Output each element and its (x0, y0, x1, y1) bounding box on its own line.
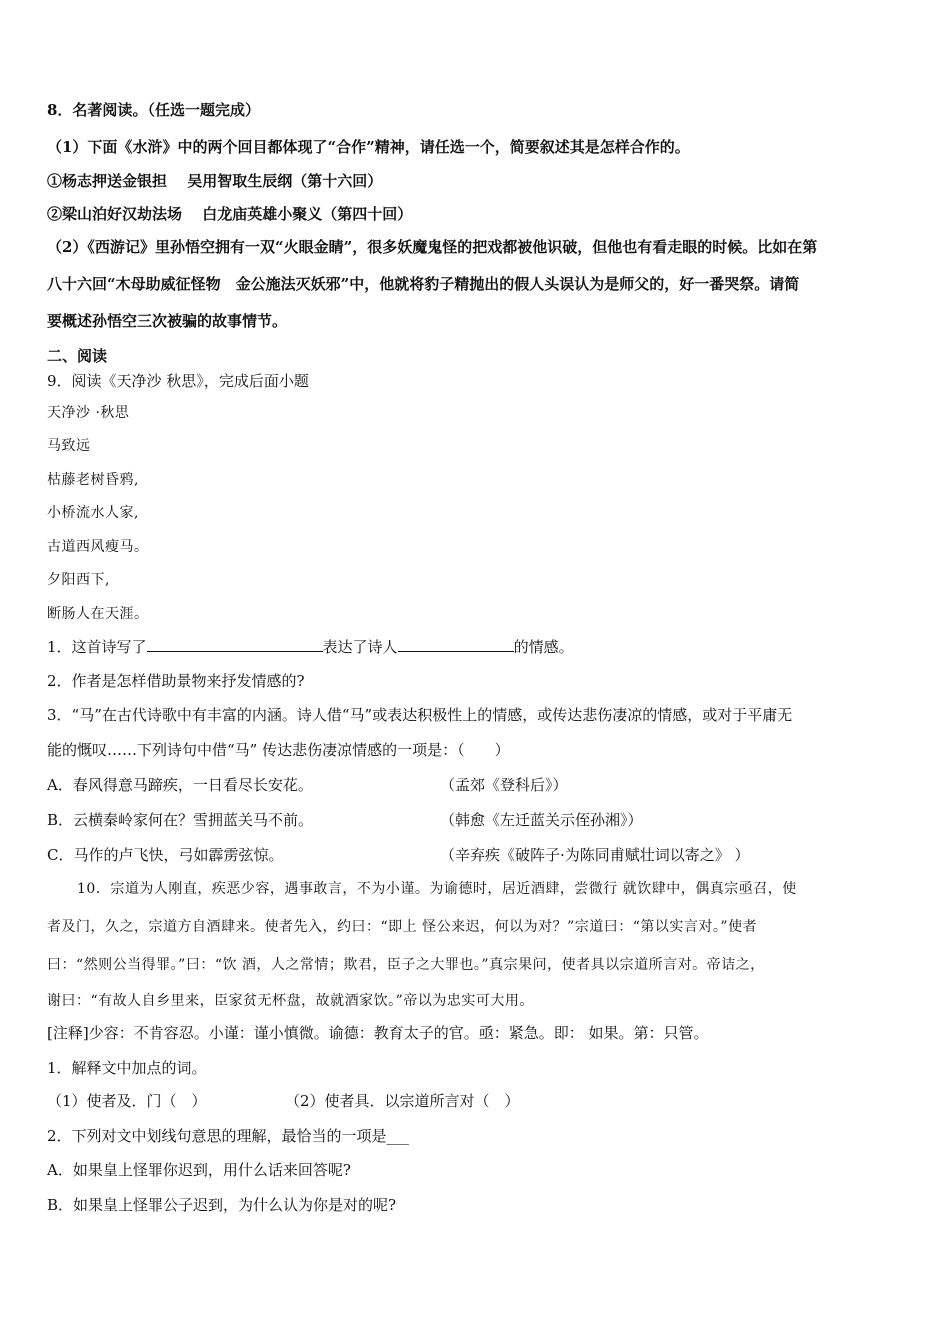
q9-title: 9．阅读《天净沙 秋思》，完成后面小题 (47, 372, 309, 390)
option-b: B．云横秦岭家何在？雪拥蓝关马不前。 (47, 811, 314, 829)
q9-q1-part-b: 表达了诗人 (322, 638, 398, 656)
q8-sub2-line3: 要概述孙悟空三次被骗的故事情节。 (47, 312, 288, 330)
q10-passage-line4: 谢曰：“有故人自乡里来，臣家贫无杯盘，故就酒家饮。”帝以为忠实可大用。 (47, 993, 534, 1009)
answer-blank-2[interactable] (398, 637, 514, 652)
poem-author: 马致远 (47, 438, 91, 454)
option-b-source: （韩愈《左迁蓝关示侄孙湘》） (440, 811, 643, 829)
q9-question-2: 2．作者是怎样借助景物来抒发情感的? (47, 672, 305, 690)
q8-title: 8．名著阅读。（任选一题完成） (47, 101, 260, 119)
option-a-source: （孟郊《登科后》） (440, 776, 568, 794)
option-c-source: （辛弃疾《破阵子·为陈同甫赋壮词以寄之》 ） (440, 846, 750, 864)
q8-option-2: ②梁山泊好汉劫法场 白龙庙英雄小聚义（第四十回） (47, 205, 413, 223)
q10-note: [注释]少容：不肯容忍。小谨：谨小慎微。谕德：教育太子的官。亟：紧急。即： 如果。第：只管。 (47, 1024, 709, 1042)
answer-blank-1[interactable] (147, 637, 323, 652)
q9-question-1 (47, 637, 574, 657)
q10-q1-item-1: （1）使者及．门（ ） (47, 1092, 207, 1110)
q9-q1-part-c: 的情感。 (513, 638, 574, 656)
q10-question-2: 2．下列对文中划线句意思的理解，最恰当的一项是___ (47, 1127, 410, 1145)
poem-line: 小桥流水人家, (47, 505, 139, 521)
option-a: A．春风得意马蹄疾，一日看尽长安花。 (47, 776, 313, 794)
q10-passage-line3: 曰：“然则公当得罪。”曰：“饮 酒，人之常情；欺君，臣子之大罪也。”真宗果问，使者具以宗道所言对。帝诘之， (47, 957, 765, 973)
q9-q1-part-a: 1．这首诗写了 (47, 638, 147, 656)
poem-line: 古道西风瘦马。 (47, 539, 149, 555)
q10-option-a: A．如果皇上怪罪你迟到，用什么话来回答呢? (47, 1161, 351, 1179)
q8-sub2-line1: （2）《西游记》里孙悟空拥有一双“火眼金睛”，很多妖魔鬼怪的把戏都被他识破，但他也有看走眼的时候。比如在第 (47, 238, 818, 256)
q10-q1-item-2: （2）使者具．以宗道所言对（ ） (285, 1092, 520, 1110)
q10-option-b: B．如果皇上怪罪公子迟到，为什么认为你是对的呢? (47, 1196, 397, 1214)
q9-question-3-line1: 3．“马”在古代诗歌中有丰富的内涵。诗人借“马”或表达积极性上的情感，或传达悲伤凄凉的情感，或对于平庸无 (47, 706, 793, 724)
q10-question-1: 1．解释文中加点的词。 (47, 1059, 207, 1077)
q9-question-3-line2: 能的慨叹……下列诗句中借“马” 传达悲伤凄凉情感的一项是：（ ） (47, 741, 510, 759)
poem-line: 断肠人在天涯。 (47, 606, 149, 622)
option-c: C．马作的卢飞快，弓如霹雳弦惊。 (47, 846, 284, 864)
q10-passage-line1: 10．宗道为人刚直，疾恶少容，遇事敢言，不为小谨。为谕德时，居近酒肆，尝微行 就饮肆中，偶真宗亟召，使 (77, 881, 797, 897)
section-heading: 二、阅读 (47, 347, 108, 365)
q8-sub2-line2: 八十六回“木母助威征怪物 金公施法灭妖邪”中，他就将豹子精抛出的假人头误认为是师父的，好一番哭祭。请简 (47, 275, 800, 293)
q8-option-1: ①杨志押送金银担 吴用智取生辰纲（第十六回） (47, 172, 383, 190)
q8-sub1: （1）下面《水浒》中的两个回目都体现了“合作”精神，请任选一个，简要叙述其是怎样合作的。 (47, 138, 690, 156)
poem-title: 天净沙 ·秋思 (47, 405, 130, 421)
poem-line: 枯藤老树昏鸦, (47, 472, 139, 488)
q10-passage-line2: 者及门，久之，宗道方自酒肆来。使者先入，约曰：“即上 怪公来迟，何以为对？”宗道曰：“第以实言对。”使者 (47, 919, 758, 935)
poem-line: 夕阳西下, (47, 572, 110, 588)
